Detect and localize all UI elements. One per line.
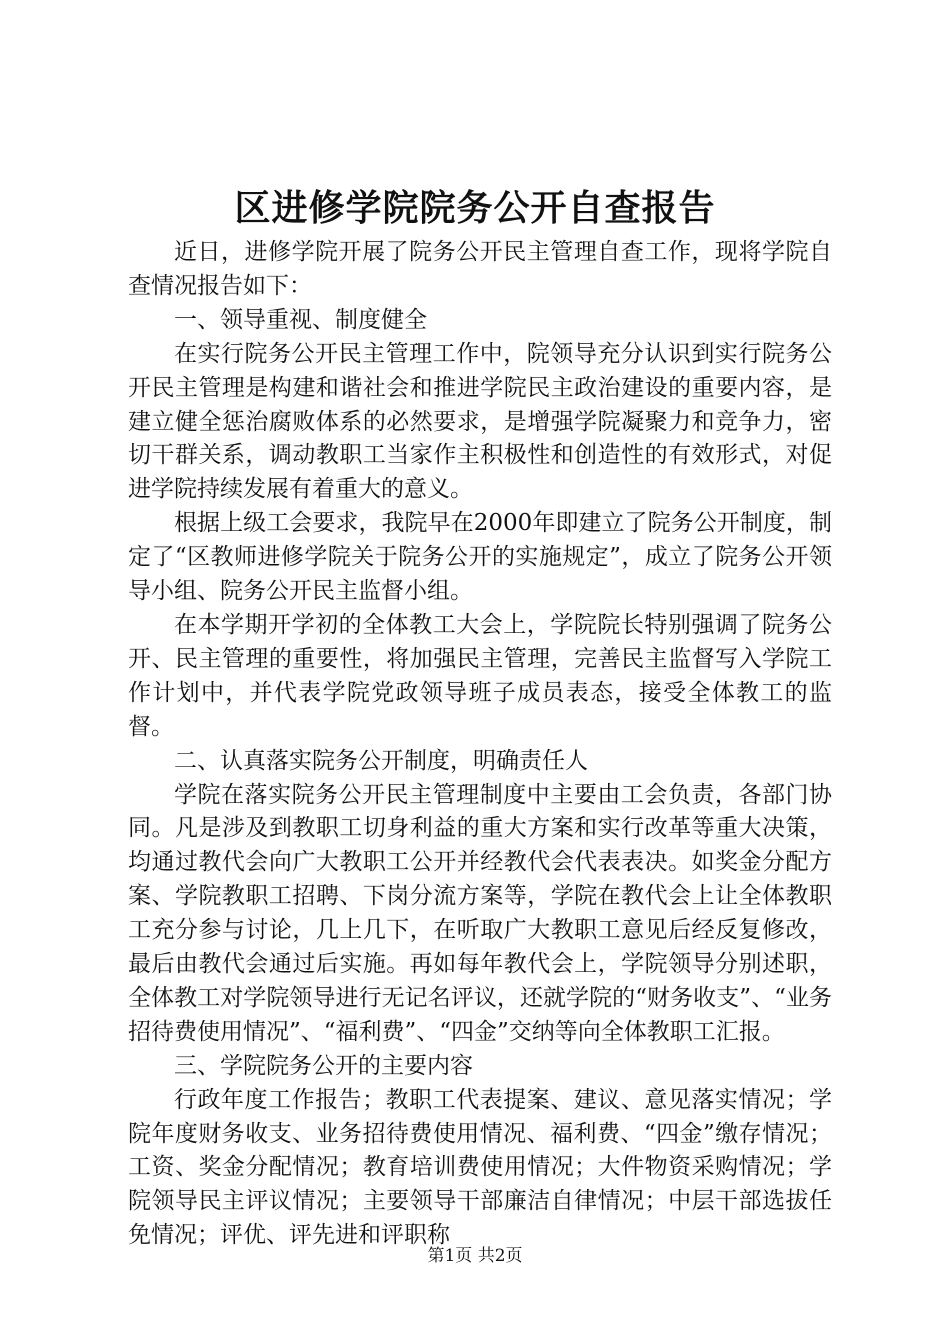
- section-2-paragraph-1: 学院在落实院务公开民主管理制度中主要由工会负责，各部门协同。凡是涉及到教职工切身利益的重大方案和实行改革等重大决策，均通过教代会向广大教职工公开并经教代会代表表决。如奖金分配方案、学院教职工招聘、下岗分流方案等，学院在教代会上让全体教职工充分参与讨论，几上几下，在听取广大教职工意见后经反复修改，最后由教代会通过后实施。再如每年教代会上，学院领导分别述职，全体教工对学院领导进行无记名评议，还就学院的“财务收支”、“业务招待费使用情况”、“福利费”、“四金”交纳等向全体教职工汇报。: [128, 781, 832, 1045]
- section-1-heading: 一、领导重视、制度健全: [174, 306, 427, 333]
- section-3-heading: 三、学院院务公开的主要内容: [174, 1052, 473, 1079]
- section-1-paragraph-2: 根据上级工会要求，我院早在2000年即建立了院务公开制度，制定了“区教师进修学院关于院务公开的实施规定”，成立了院务公开领导小组、院务公开民主监督小组。: [128, 510, 832, 605]
- section-1-paragraph-1: 在实行院务公开民主管理工作中，院领导充分认识到实行院务公开民主管理是构建和谐社会和推进学院民主政治建设的重要内容，是建立健全惩治腐败体系的必然要求，是增强学院凝聚力和竞争力，密切干群关系，调动教职工当家作主积极性和创造性的有效形式，对促进学院持续发展有着重大的意义。: [128, 340, 832, 503]
- document-title: 区进修学院院务公开自查报告: [234, 187, 716, 229]
- section-1-paragraph-3: 在本学期开学初的全体教工大会上，学院院长特别强调了院务公开、民主管理的重要性，将加强民主管理，完善民主监督写入学院工作计划中，并代表学院党政领导班子成员表态，接受全体教工的监督。: [128, 611, 832, 740]
- intro-paragraph: 近日，进修学院开展了院务公开民主管理自查工作，现将学院自查情况报告如下：: [128, 239, 832, 299]
- page-footer: 第1页 共2页: [427, 1246, 523, 1266]
- section-2-heading: 二、认真落实院务公开制度，明确责任人: [174, 747, 588, 774]
- section-3-paragraph-1: 行政年度工作报告；教职工代表提案、建议、意见落实情况；学院年度财务收支、业务招待费使用情况、福利费、“四金”缴存情况；工资、奖金分配情况；教育培训费使用情况；大件物资采购情况；学院领导民主评议情况；主要领导干部廉洁自律情况；中层干部选拔任免情况；评优、评先进和评职称: [128, 1086, 832, 1249]
- document-body: [128, 236, 832, 1253]
